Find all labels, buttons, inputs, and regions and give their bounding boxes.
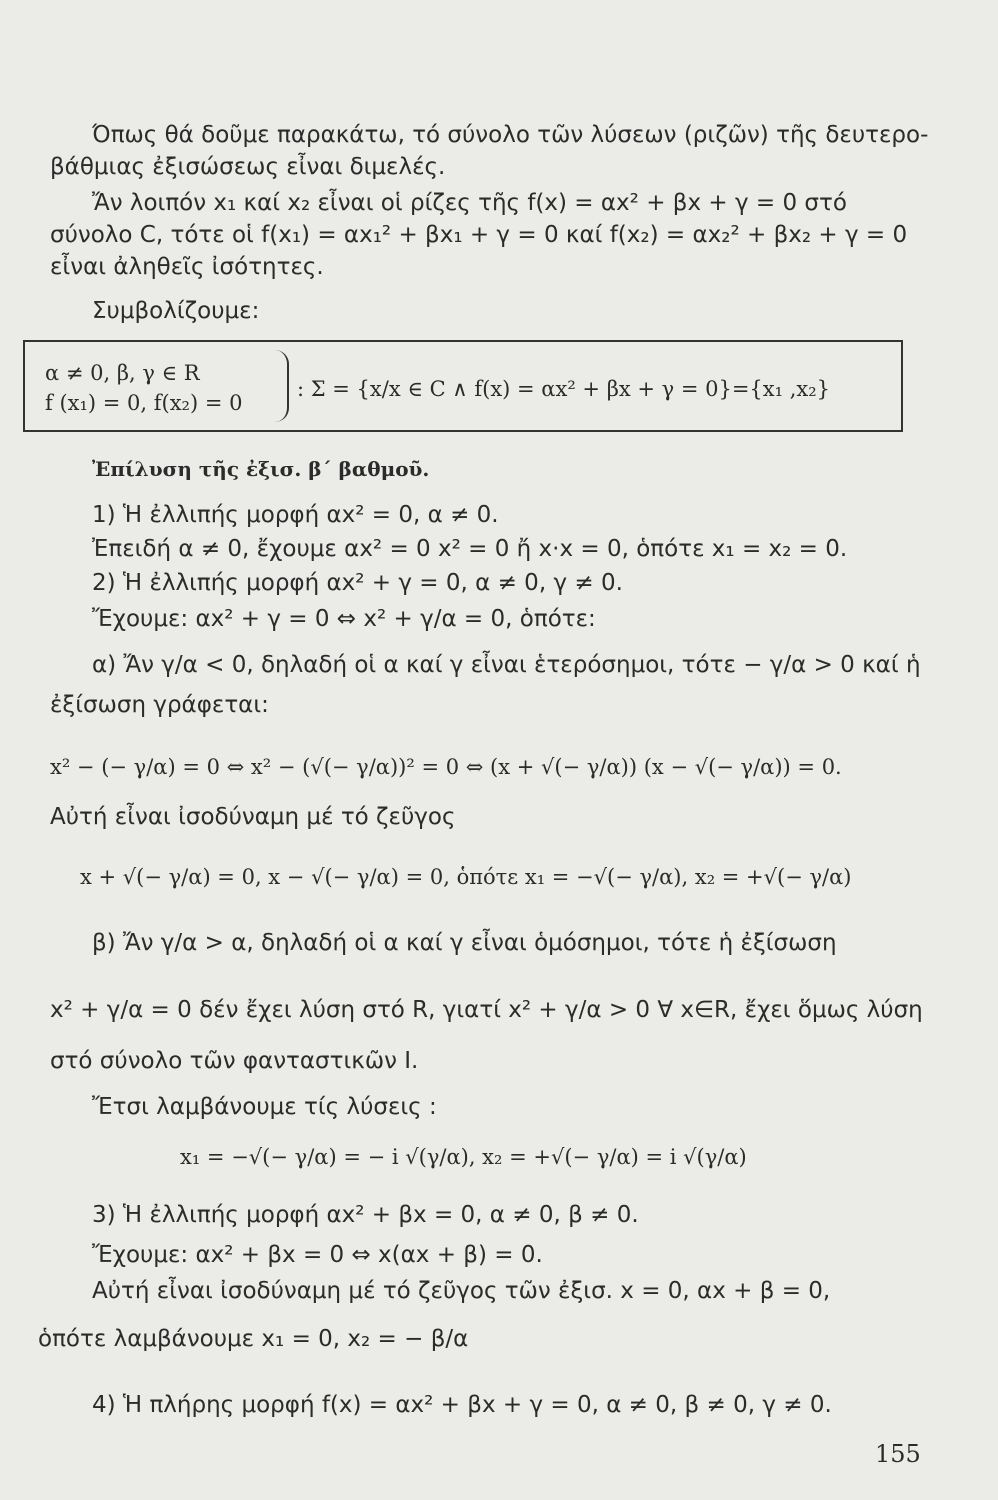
line-case-3-factor: Ἔχουμε: αx² + βx = 0 ⇔ x(αx + β) = 0. [92, 1242, 543, 1268]
line-equation-written: ἐξίσωση γράφεται: [50, 692, 269, 718]
right-brace [275, 350, 289, 422]
paragraph-1-line-1: Όπως θά δοῦμε παρακάτω, τό σύνολο τῶν λύσεων (ριζῶν) τῆς δευτερο- [92, 122, 929, 148]
line-imaginary-roots: x₁ = −√(− γ/α) = − i √(γ/α), x₂ = +√(− γ/α) = i √(γ/α) [180, 1145, 747, 1169]
box-condition-2: f (x₁) = 0, f(x₂) = 0 [45, 391, 243, 415]
paragraph-2-line-3: εἶναι ἀληθεῖς ἰσότητες. [50, 254, 324, 280]
paragraph-2-line-2: σύνολο C, τότε οἱ f(x₁) = αx₁² + βx₁ + γ = 0 καί f(x₂) = αx₂² + βx₂ + γ = 0 [50, 222, 908, 248]
line-case-1-solution: Ἐπειδή α ≠ 0, ἔχουμε αx² = 0 x² = 0 ἤ x·x = 0, ὁπότε x₁ = x₂ = 0. [92, 536, 848, 562]
line-solutions-intro: Ἔτσι λαμβάνουμε τίς λύσεις : [92, 1094, 437, 1120]
line-case-3: 3) Ἡ ἐλλιπής μορφή αx² + βx = 0, α ≠ 0, β ≠ 0. [92, 1202, 639, 1228]
line-case-2: 2) Ἡ ἐλλιπής μορφή αx² + γ = 0, α ≠ 0, γ ≠ 0. [92, 570, 623, 596]
paragraph-1-line-2: βάθμιας ἐξισώσεως εἶναι διμελές. [50, 154, 446, 180]
line-equivalent-pair: Αὐτή εἶναι ἰσοδύναμη μέ τό ζεῦγος [50, 804, 456, 830]
line-case-2a: α) Ἄν γ/α < 0, δηλαδή οἱ α καί γ εἶναι ἑτερόσημοι, τότε − γ/α > 0 καί ἡ [92, 652, 921, 678]
section-title: Ἐπίλυση τῆς ἐξισ. β΄ βαθμοῦ. [92, 457, 430, 481]
box-solution-set: : Σ = {x/x ∈ C ∧ f(x) = αx² + βx + γ = 0}={x₁ ,x₂} [297, 377, 831, 401]
symbolize-label: Συμβολίζουμε: [92, 298, 260, 324]
line-no-real-solution: x² + γ/α = 0 δέν ἔχει λύση στό R, γιατί x² + γ/α > 0 ∀ x∈R, ἔχει ὅμως λύση [50, 997, 923, 1023]
line-case-2b: β) Ἄν γ/α > α, δηλαδή οἱ α καί γ εἶναι ὁμόσημοι, τότε ἡ ἐξίσωση [92, 930, 837, 956]
line-case-3-pair: Αὐτή εἶναι ἰσοδύναμη μέ τό ζεῦγος τῶν ἐξισ. x = 0, αx + β = 0, [92, 1278, 831, 1304]
box-condition-1: α ≠ 0, β, γ ∈ R [45, 361, 200, 385]
paragraph-2-line-1: Ἄν λοιπόν x₁ καί x₂ εἶναι οἱ ρίζες τῆς f(x) = αx² + βx + γ = 0 στό [92, 190, 847, 216]
line-case-3-roots: ὁπότε λαμβάνουμε x₁ = 0, x₂ = − β/α [38, 1326, 469, 1352]
line-factorization: x² − (− γ/α) = 0 ⇔ x² − (√(− γ/α))² = 0 ⇔ (x + √(− γ/α)) (x − √(− γ/α)) = 0. [50, 755, 842, 779]
line-real-roots: x + √(− γ/α) = 0, x − √(− γ/α) = 0, ὁπότε x₁ = −√(− γ/α), x₂ = +√(− γ/α) [80, 865, 852, 889]
definition-box [23, 340, 903, 432]
page-number: 155 [875, 1440, 921, 1468]
line-case-1: 1) Ἡ ἐλλιπής μορφή αx² = 0, α ≠ 0. [92, 502, 499, 528]
line-imaginary-set: στό σύνολο τῶν φανταστικῶν I. [50, 1048, 419, 1074]
line-case-2-equivalence: Ἔχουμε: αx² + γ = 0 ⇔ x² + γ/α = 0, ὁπότε: [92, 606, 596, 632]
line-case-4: 4) Ἡ πλήρης μορφή f(x) = αx² + βx + γ = 0, α ≠ 0, β ≠ 0, γ ≠ 0. [92, 1392, 832, 1418]
